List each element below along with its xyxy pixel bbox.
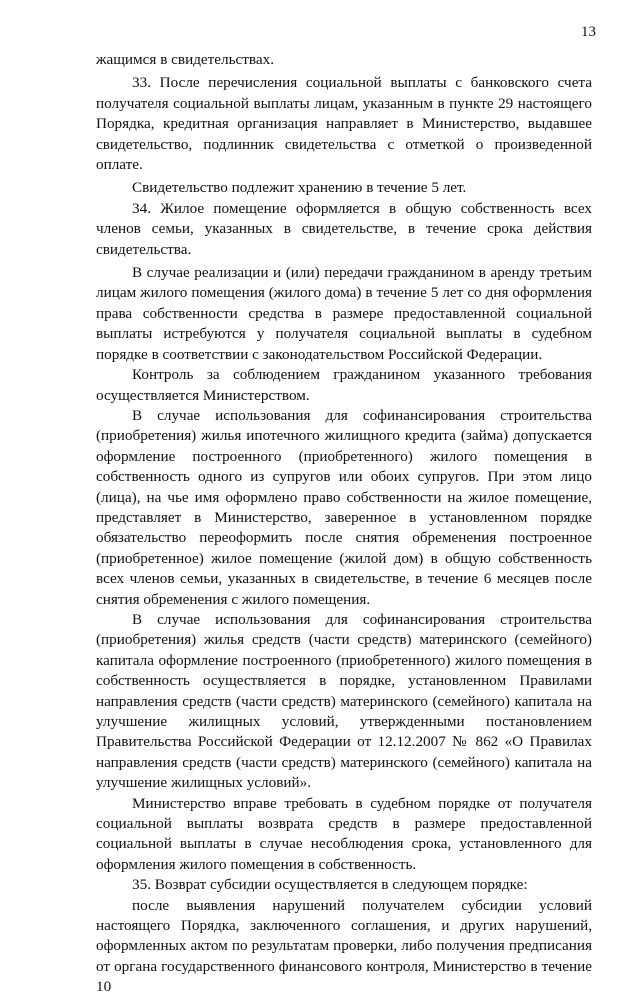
- paragraph: В случае использования для софинансирования строительства (приобретения) жилья средств (части средств) материнского (семейного) капитала оформление построенного (приобретенного) жилого помещения в собственность осуществляется в порядке, установленном Правилами направления средств (части средств) материнского (семейного) капитала на улучшение жилищных условий, утвержденными постановлением Правительства Российской Федерации от 12.12.2007 № 862 «О Правилах направления средств (части средств) материнского (семейного) капитала на улучшение жилищных условий».: [96, 610, 592, 792]
- paragraph: Контроль за соблюдением гражданином указанного требования осуществляется Министерством.: [96, 366, 592, 404]
- document-body: [96, 50, 592, 998]
- paragraph: 34. Жилое помещение оформляется в общую собственность всех членов семьи, указанных в свидетельстве, в течение срока действия свидетельства.: [96, 199, 592, 258]
- paragraph: 35. Возврат субсидии осуществляется в следующем порядке:: [132, 876, 528, 894]
- paragraph: жащимся в свидетельствах.: [96, 51, 275, 68]
- paragraph: после выявления нарушений получателем субсидии условий настоящего Порядка, заключенного соглашения, и других нарушений, оформленных актом по результатам проверки, либо получения предписания от органа государственного финансового контроля, Министерство в течение 10: [96, 896, 592, 996]
- paragraph: В случае реализации и (или) передачи гражданином в аренду третьим лицам жилого помещения (жилого дома) в течение 5 лет со дня оформления права собственности средства в размере предоставленной социальной выплаты истребуются у получателя социальной выплаты в судебном порядке в соответствии с законодательством Российской Федерации.: [96, 264, 592, 363]
- paragraph: Министерство вправе требовать в судебном порядке от получателя социальной выплаты возврата средств в размере предоставленной социальной выплаты в случае несоблюдения срока, установленного для оформления жилого помещения в собственность.: [96, 794, 592, 873]
- paragraph: 33. После перечисления социальной выплаты с банковского счета получателя социальной выплаты лицам, указанным в пункте 29 настоящего Порядка, кредитная организация направляет в Министерство, выдавшее свидетельство, подлинник свидетельства с отметкой о произведенной оплате.: [96, 74, 592, 174]
- paragraph: Свидетельство подлежит хранению в течение 5 лет.: [132, 179, 467, 197]
- page-number: 13: [581, 24, 596, 40]
- paragraph: В случае использования для софинансирования строительства (приобретения) жилья ипотечного жилищного кредита (займа) допускается оформление построенного (приобретенного) жилого помещения в собственность одного из супругов или обоих супругов. При этом лицо (лица), на чье имя оформлено право собственности на жилое помещение, представляет в Министерство, заверенное в установленном порядке обязательство переоформить после снятия обременения построенное (приобретенное) жилое помещение (жилой дом) в общую собственность всех членов семьи, указанных в свидетельстве, в течение 6 месяцев после снятия обременения с жилого помещения.: [96, 406, 592, 608]
